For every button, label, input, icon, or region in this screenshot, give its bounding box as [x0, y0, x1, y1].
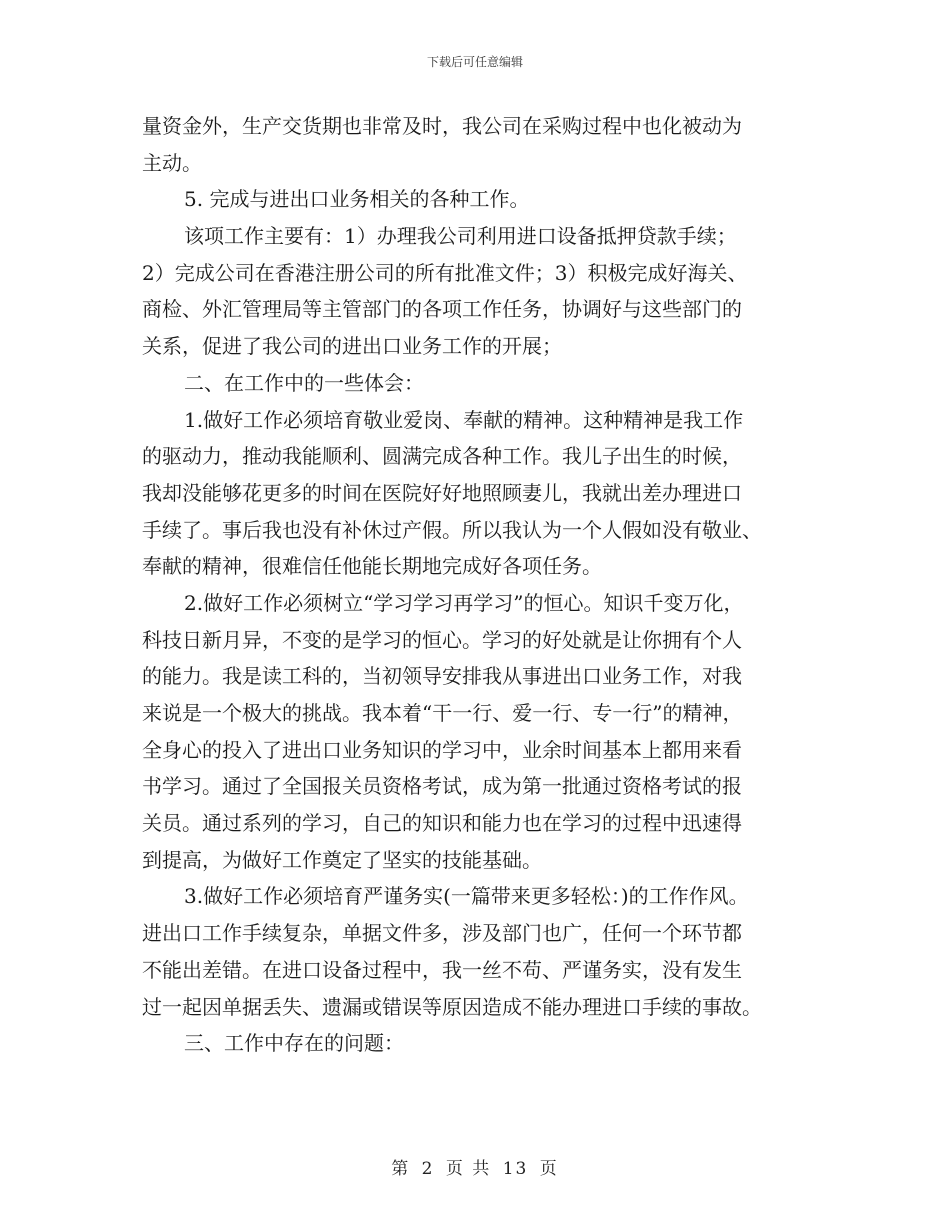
text-line: 三、工作中存在的问题：	[184, 1031, 404, 1056]
footer-suffix: 页	[539, 1159, 559, 1179]
text-line: 全身心的投入了进出口业务知识的学习中，业余时间基本上都用来看	[142, 737, 742, 762]
text-line: 进出口工作手续复杂，单据文件多，涉及部门也广，任何一个环节都	[142, 921, 742, 946]
text-line: 我却没能够花更多的时间在医院好好地照顾妻儿，我就出差办理进口	[142, 480, 742, 505]
text-line: 2.做好工作必须树立“学习学习再学习”的恒心。知识千变万化，	[184, 590, 744, 615]
text-line: 量资金外，生产交货期也非常及时，我公司在采购过程中也化被动为	[142, 114, 742, 138]
footer-prefix: 第	[391, 1159, 411, 1179]
text-line: 关系，促进了我公司的进出口业务工作的开展；	[142, 334, 562, 359]
text-line: 的驱动力，推动我能顺利、圆满完成各种工作。我儿子出生的时候，	[142, 444, 742, 469]
text-line: 来说是一个极大的挑战。我本着“干一行、爱一行、专一行”的精神，	[142, 701, 743, 725]
text-line: 不能出差错。在进口设备过程中，我一丝不苟、严谨务实，没有发生	[142, 957, 742, 982]
text-line: 1.做好工作必须培育敬业爱岗、奉献的精神。这种精神是我工作	[184, 407, 744, 432]
text-line: 商检、外汇管理局等主管部门的各项工作任务，协调好与这些部门的	[142, 297, 742, 322]
text-line: 该项工作主要有：1）办理我公司利用进口设备抵押贷款手续；	[184, 224, 737, 249]
current-page-number: 2	[421, 1159, 435, 1179]
text-line: 关员。通过系列的学习，自己的知识和能力也在学习的过程中迅速得	[142, 811, 742, 836]
text-line: 5. 完成与进出口业务相关的各种工作。	[184, 187, 530, 212]
document-body	[142, 108, 810, 1062]
page-header: 下载后可任意编辑	[426, 55, 523, 69]
text-line: 手续了。事后我也没有补休过产假。所以我认为一个人假如没有敬业、	[142, 517, 762, 542]
text-line: 3.做好工作必须培育严谨务实(一篇带来更多轻松：)的工作作风。	[184, 884, 749, 909]
text-line: 二、在工作中的一些体会：	[184, 370, 424, 395]
text-line: 奉献的精神，很难信任他能长期地完成好各项任务。	[142, 554, 602, 579]
text-line: 科技日新月异，不变的是学习的恒心。学习的好处就是让你拥有个人	[142, 627, 742, 652]
text-line: 书学习。通过了全国报关员资格考试，成为第一批通过资格考试的报	[142, 774, 742, 799]
footer-middle: 页 共	[445, 1159, 492, 1179]
text-line: 2）完成公司在香港注册公司的所有批准文件；3）积极完成好海关、	[142, 260, 748, 285]
text-line: 的能力。我是读工科的，当初领导安排我从事进出口业务工作，对我	[142, 664, 742, 689]
text-line: 主动。	[142, 150, 202, 175]
text-line: 到提高，为做好工作奠定了坚实的技能基础。	[142, 847, 542, 872]
text-line: 过一起因单据丢失、遗漏或错误等原因造成不能办理进口手续的事故。	[142, 994, 762, 1019]
total-page-number: 13	[502, 1159, 529, 1179]
page-footer	[0, 1154, 950, 1179]
